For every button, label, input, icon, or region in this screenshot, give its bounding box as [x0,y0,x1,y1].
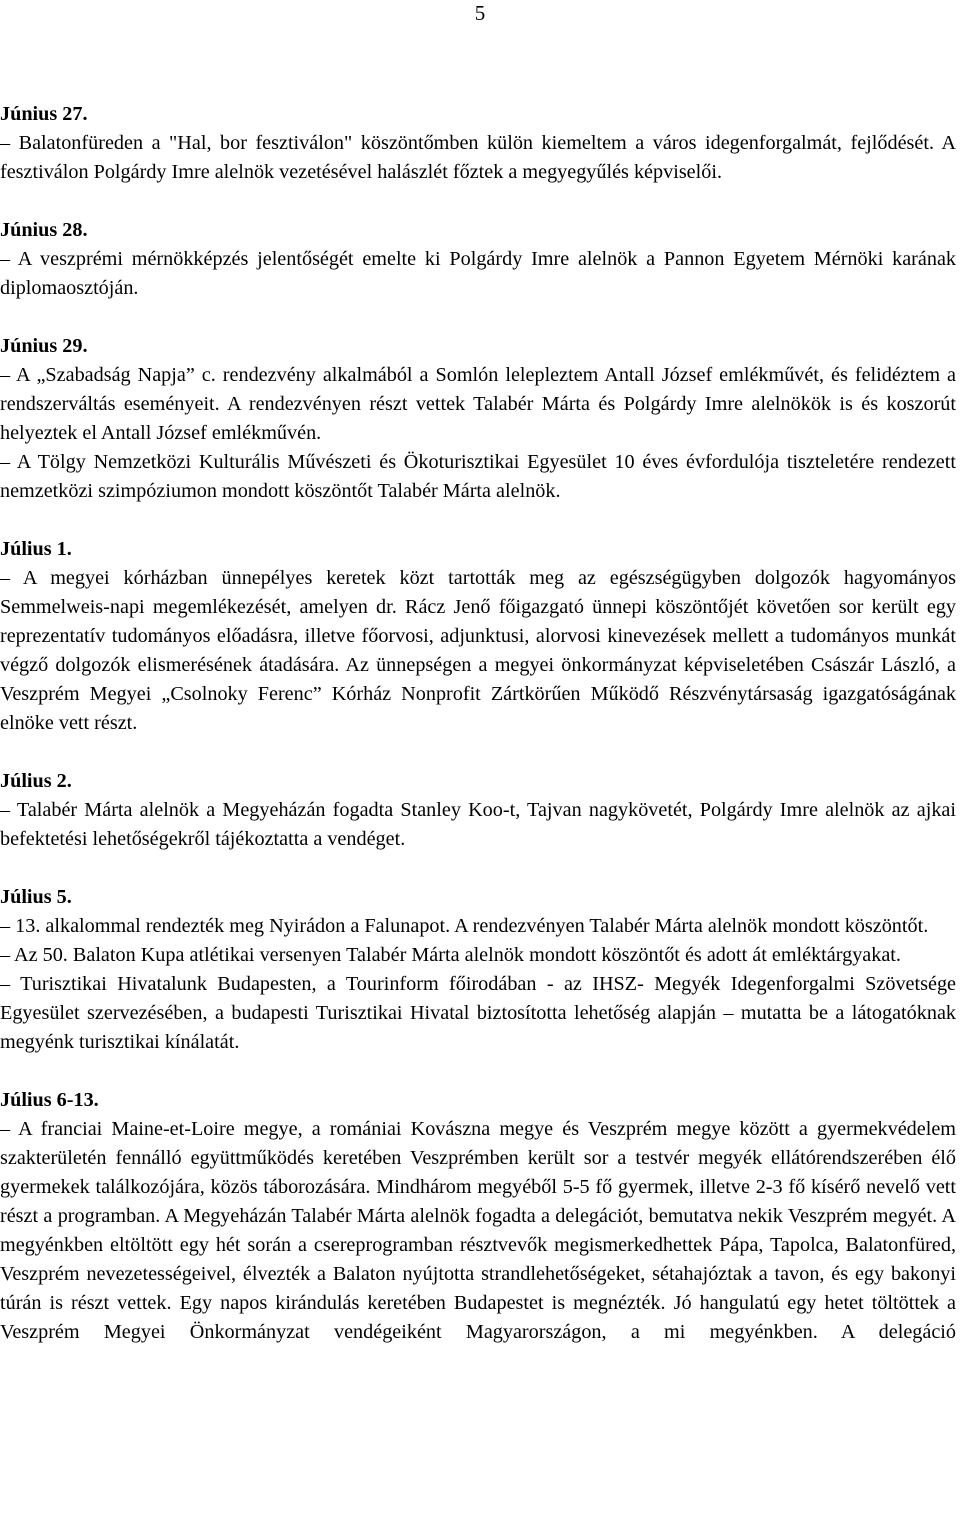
entry-paragraph: – A „Szabadság Napja” c. rendezvény alkalmából a Somlón lelepleztem Antall József emlékművét, és felidéztem a rendszerváltás eseményeit. A rendezvényen részt vettek Talabér Márta és Polgárdy Imre alelnökök is és koszorút helyeztek el Antall József emlékművén. [0,364,956,444]
entry-date: Június 28. [0,219,88,241]
entry-date: Július 5. [0,886,72,908]
entry-date: Július 6-13. [0,1089,99,1111]
entry-july-2 [0,767,956,854]
entry-paragraph: – A megyei kórházban ünnepélyes keretek közt tartották meg az egészségügyben dolgozók hagyományos Semmelweis-napi megemlékezését, amelyen dr. Rácz Jenő főigazgató ünnepi köszöntőjét követően sor került egy reprezentatív tudományos előadásra, illetve főorvosi, adjunktusi, alorvosi kinevezések mellett a tudományos munkát végző dolgozók elismerésének átadására. Az ünnepségen a megyei önkormányzat képviseletében Császár László, a Veszprém Megyei „Csolnoky Ferenc” Kórház Nonprofit Zártkörűen Működő Részvénytársaság igazgatóságának elnöke vett részt. [0,567,956,734]
entry-paragraph: – A Tölgy Nemzetközi Kulturális Művészeti és Ökoturisztikai Egyesület 10 éves évfordulója tiszteletére rendezett nemzetközi szimpóziumon mondott köszöntőt Talabér Márta alelnök. [0,451,956,502]
entry-paragraph: – A franciai Maine-et-Loire megye, a romániai Kovászna megye és Veszprém megye között a gyermekvédelem szakterületén fennálló együttműködés keretében Veszprémben került sor a testvér megyék ellátórendszerében élő gyermekek találkozójára, közös táborozására. Mindhárom megyéből 5-5 fő gyermek, illetve 2-3 fő kísérő nevelő vett részt a programban. A Megyeházán Talabér Márta alelnök fogadta a delegációt, bemutatva nekik Veszprém megyét. A megyénkben eltöltött egy hét során a csereprogramban résztvevők megismerkedhettek Pápa, Tapolca, Balatonfüred, Veszprém nevezetességeivel, élvezték a Balaton nyújtotta strandlehetőségeket, sétahajóztak a tavon, és egy bakonyi túrán is részt vettek. Egy napos kirándulás keretében Budapestet is megnézték. Jó hangulatú egy hetet töltöttek a Veszprém Megyei Önkormányzat vendégeiként Magyarországon, a mi megyénkben. A delegáció [0,1118,956,1343]
entry-date: Július 2. [0,770,72,792]
entry-paragraph: – 13. alkalommal rendezték meg Nyirádon a Falunapot. A rendezvényen Talabér Márta alelnök mondott köszöntőt. [0,915,929,937]
entry-paragraph: – Turisztikai Hivatalunk Budapesten, a Tourinform főirodában - az IHSZ- Megyék Idegenforgalmi Szövetsége Egyesület szervezésében, a budapesti Turisztikai Hivatal biztosította lehetőség alapján – mutatta be a látogatóknak megyénk turisztikai kínálatát. [0,973,956,1053]
entry-july-6-13 [0,1086,956,1347]
entry-date: Június 27. [0,103,88,125]
entry-paragraph: – Az 50. Balaton Kupa atlétikai versenyen Talabér Márta alelnök mondott köszöntőt és adott át emléktárgyakat. [0,944,901,966]
entry-paragraph: – Balatonfüreden a "Hal, bor fesztiválon" köszöntőmben külön kiemeltem a város idegenforgalmát, fejlődését. A fesztiválon Polgárdy Imre alelnök vezetésével halászlét főztek a megyegyűlés képviselői. [0,132,956,183]
entry-july-5 [0,883,956,1057]
entry-june-27 [0,100,956,187]
entry-date: Június 29. [0,335,88,357]
entry-june-28 [0,216,956,303]
entry-july-1 [0,535,956,738]
document-body [0,100,956,1376]
entry-paragraph: – Talabér Márta alelnök a Megyeházán fogadta Stanley Koo-t, Tajvan nagykövetét, Polgárdy Imre alelnök az ajkai befektetési lehetőségekről tájékoztatta a vendéget. [0,799,956,850]
entry-date: Július 1. [0,538,72,560]
page-number: 5 [474,1,486,25]
entry-june-29 [0,332,956,506]
entry-paragraph: – A veszprémi mérnökképzés jelentőségét emelte ki Polgárdy Imre alelnök a Pannon Egyetem Mérnöki karának diplomaosztóján. [0,248,956,299]
